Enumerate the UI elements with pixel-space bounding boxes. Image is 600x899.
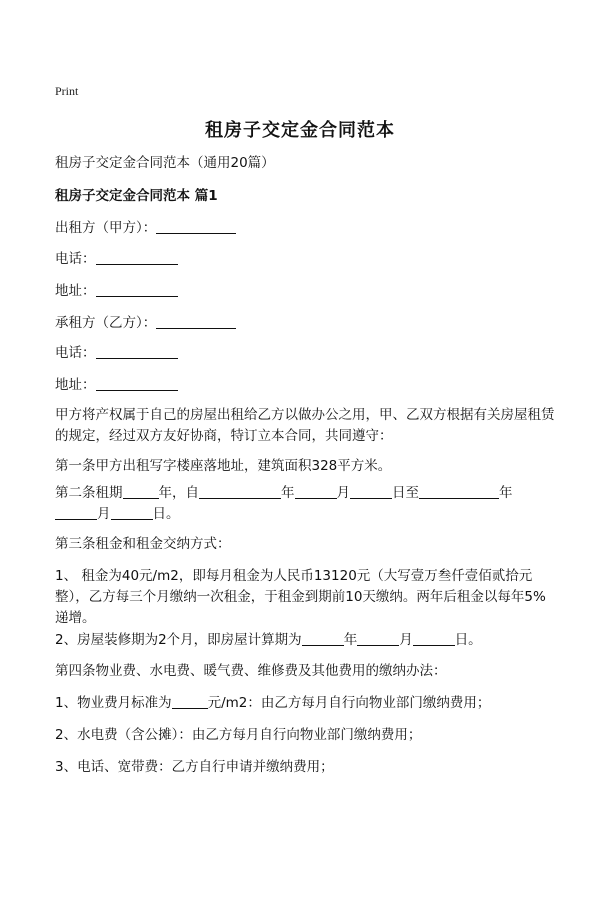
blank <box>123 484 159 499</box>
lessor-phone-line <box>55 249 555 269</box>
intro-paragraph: 甲方将产权属于自己的房屋出租给乙方以做办公之用，甲、乙双方根据有关房屋租赁的规定，经过双方友好协商，特订立本合同，共同遵守： <box>55 407 555 444</box>
document-title: 租房子交定金合同范本 <box>205 120 395 141</box>
lessee-label: 承租方（乙方）： <box>55 315 157 331</box>
article-2-text: 年，自 <box>158 485 199 501</box>
lessee-phone-line <box>55 343 555 363</box>
fee-item-2: 2、水电费（含公摊）：由乙方每月自行向物业部门缴纳费用； <box>55 727 422 743</box>
article-2-text: 第二条租期 <box>55 485 123 501</box>
blank <box>357 631 399 646</box>
rent-item-2-text: 年 <box>343 632 358 648</box>
lessee-address-blank <box>96 376 178 391</box>
lessee-phone-blank <box>96 344 178 359</box>
article-2-text: 年 <box>281 485 295 501</box>
article-1: 第一条甲方出租写字楼座落地址，建筑面积328平方米。 <box>55 458 392 474</box>
fee-item-3: 3、电话、宽带费：乙方自行申请并缴纳费用； <box>55 759 334 775</box>
rent-item-1: 1、 租金为40元/m2，即每月租金为人民币13120元（大写壹万叁仟壹佰贰拾元整），乙方每三个月缴纳一次租金，于租金到期前10天缴纳。两年后租金以每年5%递增。 <box>55 568 546 626</box>
document-subtitle: 租房子交定金合同范本（通用20篇） <box>55 155 275 171</box>
article-2-text: 日。 <box>152 506 180 522</box>
section-heading: 租房子交定金合同范本 篇1 <box>55 188 218 204</box>
blank <box>419 484 499 499</box>
lessor-address-line <box>55 281 555 301</box>
rent-item-2 <box>55 630 555 650</box>
article-2-text: 月 <box>336 485 350 501</box>
blank <box>172 694 208 709</box>
article-2-text: 月 <box>97 506 111 522</box>
lessee-address-line <box>55 375 555 395</box>
blank <box>302 631 344 646</box>
blank <box>199 484 281 499</box>
blank <box>111 505 153 520</box>
fee-item-1 <box>55 693 555 713</box>
blank <box>55 505 97 520</box>
lessor-blank <box>156 219 236 234</box>
blank <box>350 484 392 499</box>
lessor-address-blank <box>96 282 178 297</box>
lessor-phone-label: 电话： <box>55 251 96 267</box>
article-2 <box>55 483 555 525</box>
rent-item-2-text: 2、房屋装修期为2个月，即房屋计算期为 <box>55 632 302 648</box>
rent-item-2-text: 日。 <box>454 632 482 648</box>
blank <box>295 484 337 499</box>
lessee-phone-label: 电话： <box>55 345 96 361</box>
blank <box>413 631 455 646</box>
lessor-address-label: 地址： <box>55 283 96 299</box>
article-4: 第四条物业费、水电费、暖气费、维修费及其他费用的缴纳办法： <box>55 663 447 679</box>
lessor-label: 出租方（甲方）： <box>55 220 157 236</box>
article-2-text: 年 <box>499 485 513 501</box>
lessee-line <box>55 313 555 333</box>
fee-item-1-text: 1、物业费月标准为 <box>55 695 172 711</box>
lessee-blank <box>156 314 236 329</box>
lessor-phone-blank <box>96 250 178 265</box>
article-2-text: 日至 <box>392 485 419 501</box>
lessor-line <box>55 218 555 238</box>
rent-item-2-text: 月 <box>399 632 413 648</box>
print-link[interactable]: Print <box>55 84 79 98</box>
lessee-address-label: 地址： <box>55 377 96 393</box>
article-3: 第三条租金和租金交纳方式： <box>55 536 231 552</box>
fee-item-1-text: 元/m2：由乙方每月自行向物业部门缴纳费用； <box>207 695 491 711</box>
